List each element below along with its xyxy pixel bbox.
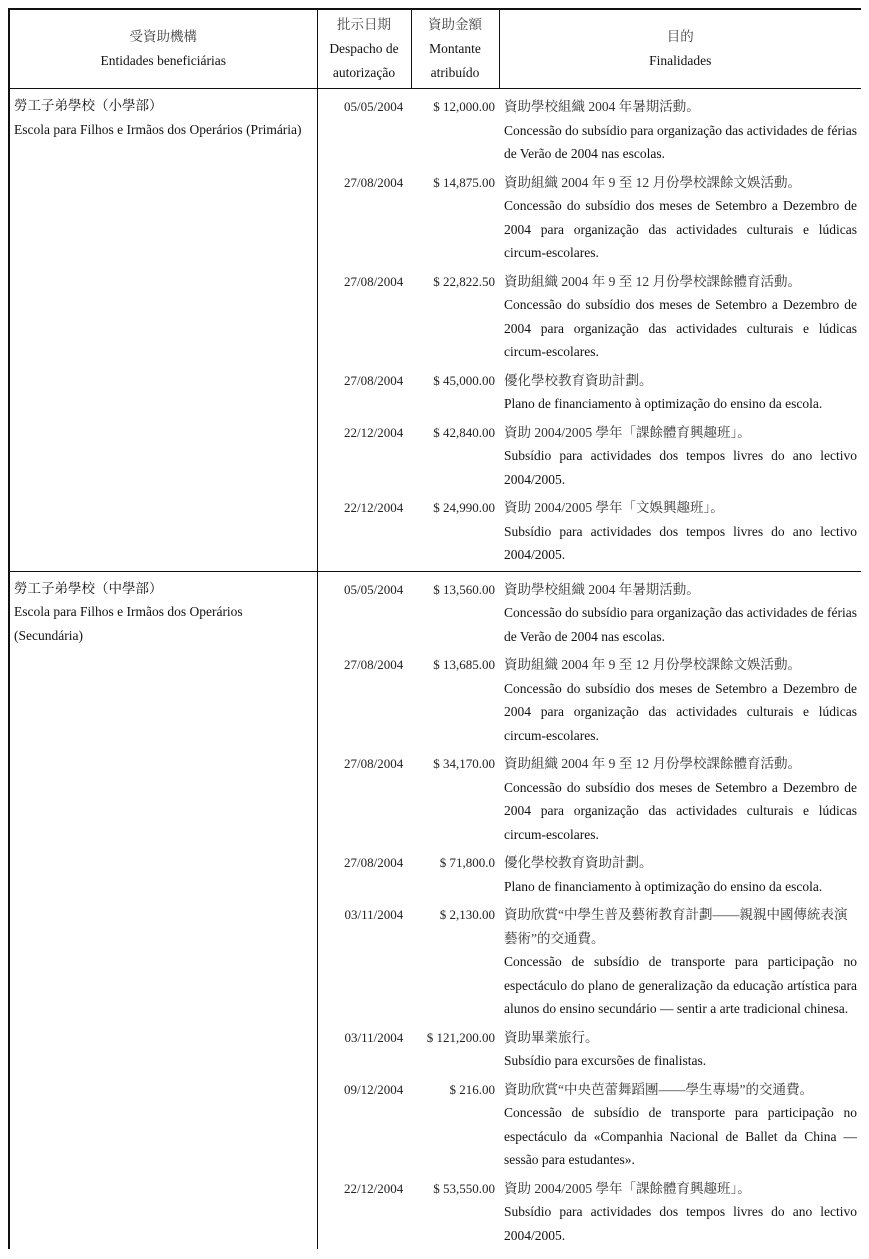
entries-cell [317, 571, 861, 1249]
purpose-text [499, 270, 861, 364]
amount-value: $ 13,560.00 [433, 581, 496, 597]
purpose-text [499, 1026, 861, 1073]
purpose-pt: Subsídio para actividades dos tempos livres do ano lectivo 2004/2005. [504, 448, 857, 487]
purpose-zh: 資助學校組織 2004 年暑期活動。 [504, 581, 700, 597]
purpose-zh: 資助 2004/2005 學年「文娛興趣班」。 [504, 500, 724, 515]
entity-cell [9, 571, 317, 1249]
authorization-date: 27/08/2004 [344, 855, 404, 870]
authorization-date: 27/08/2004 [344, 372, 404, 388]
entity-name-pt: Escola para Filhos e Irmãos dos Operários (Secundária) [14, 604, 243, 643]
purpose-pt: Subsídio para actividades dos tempos livres do ano lectivo 2004/2005. [504, 1204, 857, 1243]
purpose-zh: 資助學校組織 2004 年暑期活動。 [504, 99, 700, 114]
authorization-date: 27/08/2004 [344, 174, 404, 190]
entity-name-zh: 勞工子弟學校（中學部） [14, 580, 163, 596]
purpose-zh: 資助欣賞“中學生普及藝術教育計劃——親親中國傳統表演藝術”的交通費。 [504, 907, 848, 946]
list-item [318, 1172, 862, 1248]
group-spacer [318, 1247, 862, 1249]
purpose-text [499, 752, 861, 846]
list-item [318, 416, 862, 492]
purpose-text [499, 369, 861, 416]
header-date: 批示日期 Despacho de autorização [317, 9, 411, 89]
list-item [318, 898, 862, 1021]
purpose-text [499, 496, 861, 567]
purpose-text [499, 578, 861, 649]
table-body [9, 89, 861, 1250]
authorization-date: 22/12/2004 [344, 424, 404, 440]
purpose-zh: 資助組織 2004 年 9 至 12 月份學校課餘體育活動。 [504, 273, 802, 289]
authorization-date: 27/08/2004 [344, 756, 404, 771]
amount-value: $ 42,840.00 [433, 424, 496, 440]
list-item [318, 166, 862, 265]
purpose-zh: 資助欣賞“中央芭蕾舞蹈團——學生專場”的交通費。 [504, 1081, 813, 1097]
amount-value: $ 216.00 [449, 1081, 496, 1097]
purpose-text [499, 421, 861, 492]
authorization-date: 05/05/2004 [344, 581, 404, 597]
list-item [318, 572, 862, 649]
list-item [318, 648, 862, 747]
purpose-zh: 優化學校教育資助計劃。 [504, 855, 653, 870]
entity-name-pt: Escola para Filhos e Irmãos dos Operários (Primária) [14, 121, 302, 137]
purpose-zh: 資助組織 2004 年 9 至 12 月份學校課餘體育活動。 [504, 756, 802, 771]
purpose-pt: Subsídio para actividades dos tempos livres do ano lectivo 2004/2005. [504, 523, 857, 562]
purpose-pt: Concessão de subsídio de transporte para participação no espectáculo da «Companhia Nacional de Ballet da China — sessão para estudantes». [504, 1105, 857, 1167]
authorization-date: 03/11/2004 [344, 907, 404, 922]
purpose-text [499, 1177, 861, 1248]
authorization-date: 05/05/2004 [344, 99, 404, 114]
list-item [318, 89, 862, 166]
purpose-zh: 資助組織 2004 年 9 至 12 月份學校課餘文娛活動。 [504, 657, 802, 672]
purpose-pt: Concessão de subsídio de transporte para participação no espectáculo do plano de generalização da educação artística para alunos do ensino secundário — sentir a arte tradicional chinesa. [504, 954, 857, 1016]
purpose-pt: Plano de financiamento à optimização do ensino da escola. [504, 396, 823, 411]
purpose-text [499, 1078, 861, 1172]
entity-name-zh: 勞工子弟學校（小學部） [14, 98, 163, 113]
amount-value: $ 12,000.00 [433, 99, 496, 114]
amount-value: $ 34,170.00 [433, 756, 496, 771]
table-row [9, 571, 861, 1249]
subsidy-table [8, 8, 861, 1249]
authorization-date: 22/12/2004 [344, 500, 404, 515]
amount-value: $ 53,550.00 [433, 1180, 496, 1196]
purpose-pt: Subsídio para excursões de finalistas. [504, 1053, 707, 1068]
authorization-date: 09/12/2004 [344, 1081, 404, 1097]
list-item [318, 491, 862, 567]
entity-name [10, 572, 317, 648]
header-entity: 受資助機構 Entidades beneficiárias [9, 9, 317, 89]
amount-value: $ 13,685.00 [433, 657, 496, 672]
purpose-zh: 優化學校教育資助計劃。 [504, 372, 653, 388]
amount-value: $ 24,990.00 [433, 500, 496, 515]
purpose-text [499, 851, 861, 898]
list-item [318, 265, 862, 364]
purpose-zh: 資助組織 2004 年 9 至 12 月份學校課餘文娛活動。 [504, 174, 802, 190]
list-item [318, 846, 862, 898]
amount-value: $ 22,822.50 [433, 273, 496, 289]
purpose-text [499, 653, 861, 747]
entries-cell [317, 89, 861, 572]
entity-cell [9, 89, 317, 572]
purpose-pt: Concessão do subsídio dos meses de Setembro a Dezembro de 2004 para organização das actividades culturais e lúdicas circum-escolares. [504, 680, 857, 743]
purpose-pt: Concessão do subsídio para organização das actividades de férias de Verão de 2004 nas escolas. [504, 122, 857, 161]
purpose-pt: Plano de financiamento à optimização do ensino da escola. [504, 878, 823, 894]
purpose-pt: Concessão do subsídio dos meses de Setembro a Dezembro de 2004 para organização das actividades culturais e lúdicas circum-escolares. [504, 297, 857, 359]
document-page [8, 8, 861, 1249]
purpose-pt: Concessão do subsídio dos meses de Setembro a Dezembro de 2004 para organização das actividades culturais e lúdicas circum-escolares. [504, 198, 857, 260]
purpose-text [499, 903, 861, 1021]
list-item [318, 1021, 862, 1073]
authorization-date: 03/11/2004 [344, 1029, 404, 1045]
header-purpose: 目的 Finalidades [499, 9, 861, 89]
purpose-text [499, 95, 861, 166]
table-header-row [9, 9, 861, 89]
list-item [318, 364, 862, 416]
table-row [9, 89, 861, 572]
purpose-zh: 資助 2004/2005 學年「課餘體育興趣班」。 [504, 424, 751, 440]
list-item [318, 747, 862, 846]
amount-value: $ 121,200.00 [426, 1029, 496, 1045]
purpose-zh: 資助 2004/2005 學年「課餘體育興趣班」。 [504, 1180, 751, 1196]
amount-value: $ 45,000.00 [433, 372, 496, 388]
purpose-text [499, 171, 861, 265]
group-spacer [318, 567, 862, 571]
amount-value: $ 2,130.00 [439, 907, 496, 922]
amount-value: $ 71,800.0 [439, 855, 496, 870]
purpose-zh: 資助畢業旅行。 [504, 1029, 599, 1045]
purpose-pt: Concessão do subsídio dos meses de Setembro a Dezembro de 2004 para organização das actividades culturais e lúdicas circum-escolares. [504, 779, 857, 842]
amount-value: $ 14,875.00 [433, 174, 496, 190]
authorization-date: 22/12/2004 [344, 1180, 404, 1196]
authorization-date: 27/08/2004 [344, 273, 404, 289]
header-amount: 資助金額 Montante atribuído [411, 9, 499, 89]
entity-name [10, 89, 317, 141]
authorization-date: 27/08/2004 [344, 657, 404, 672]
purpose-pt: Concessão do subsídio para organização das actividades de férias de Verão de 2004 nas escolas. [504, 605, 857, 644]
list-item [318, 1073, 862, 1172]
